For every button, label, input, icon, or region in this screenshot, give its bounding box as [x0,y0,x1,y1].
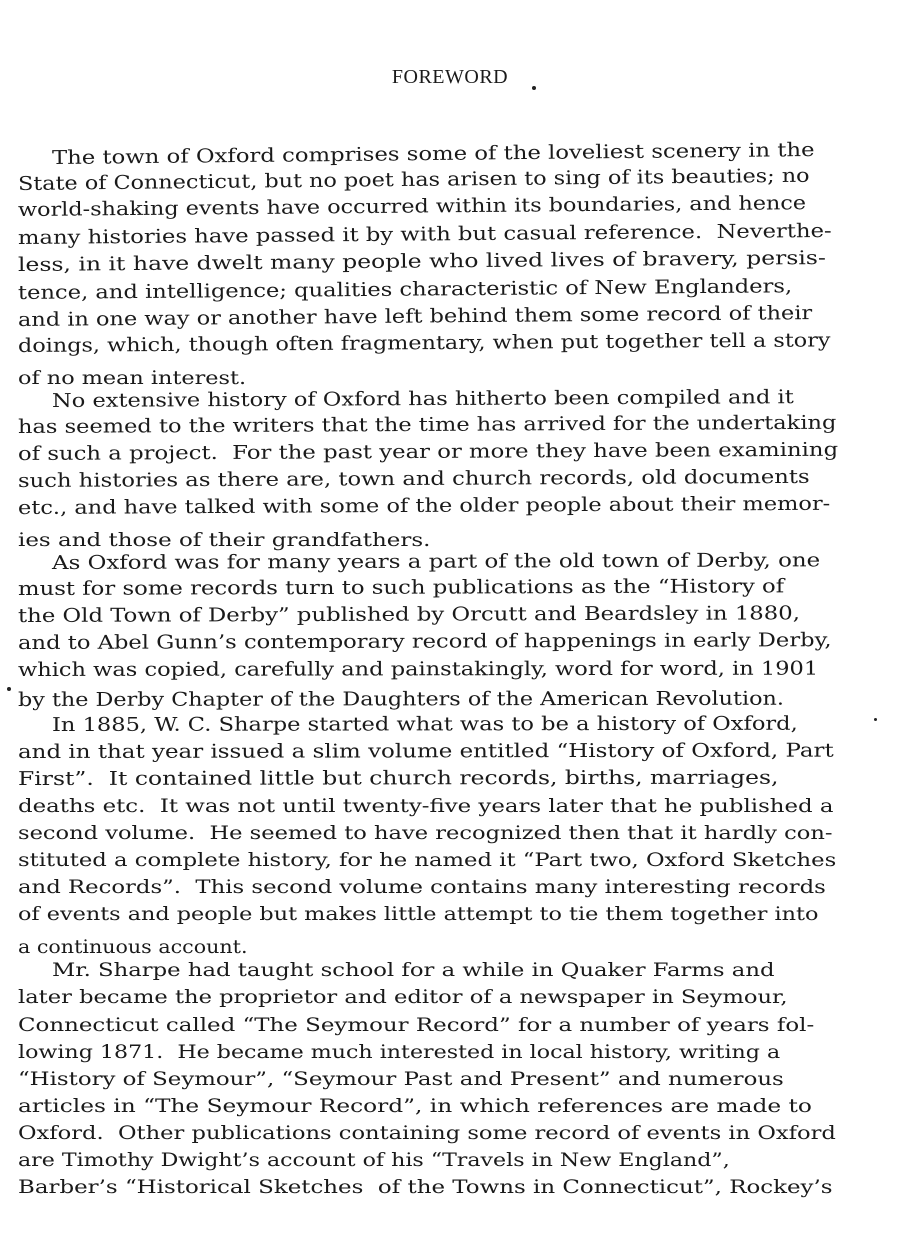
text-line: and in one way or another have left behind them some record of their [17,302,813,331]
text-line: by the Derby Chapter of the Daughters of the American Revolution. [17,687,784,711]
text-line: second volume. He seemed to have recognized then that it hardly con- [18,822,833,844]
text-line: later became the proprietor and editor of a newspaper in Seymour, [18,986,788,1008]
text-line: and in that year issued a slim volume entitled “History of Oxford, Part [17,739,834,763]
text-line: The town of Oxford comprises some of the loveliest scenery in the [51,139,815,169]
text-line: In 1885, W. C. Sharpe started what was to be a history of Oxford, [51,712,798,736]
text-line: State of Connecticut, but no poet has arisen to sing of its beauties; no [17,164,810,195]
text-line: Mr. Sharpe had taught school for a while in Quaker Farms and [52,959,775,981]
text-line: “History of Seymour”, “Seymour Past and Present” and numerous [18,1068,784,1090]
text-line: world-shaking events have occurred within its boundaries, and hence [17,192,807,221]
text-line: which was copied, carefully and painstakingly, word for word, in 1901 [17,657,819,681]
stray-mark [874,718,877,721]
text-line: stituted a complete history, for he named it “Part two, Oxford Sketches [18,849,837,871]
text-line: of events and people but makes little attempt to tie them together into [18,903,819,925]
text-line: As Oxford was for many years a part of the old town of Derby, one [51,549,821,574]
text-line: First”. It contained little but church records, births, marriages, [17,766,779,790]
text-line: such histories as there are, town and church records, old documents [17,465,810,492]
text-line: Oxford. Other publications containing some record of events in Oxford [18,1122,836,1144]
text-line: articles in “The Seymour Record”, in which references are made to [18,1095,812,1117]
text-line: has seemed to the writers that the time has arrived for the undertaking [17,411,837,438]
text-line: the Old Town of Derby” published by Orcutt and Beardsley in 1880, [17,602,800,627]
page-title: FOREWORD [391,66,509,88]
text-line: must for some records turn to such publications as the “History of [17,575,785,600]
text-line: and Records”. This second volume contains many interesting records [18,876,826,898]
text-line: ies and those of their grandfathers. [18,529,431,551]
text-line: lowing 1871. He became much interested in local history, writing a [18,1041,781,1063]
text-line: No extensive history of Oxford has hitherto been compiled and it [51,386,794,412]
text-line: many histories have passed it by with but casual reference. Neverthe- [17,219,832,249]
text-line: tence, and intelligence; qualities characteristic of New Englanders, [17,275,793,304]
stray-mark [7,687,11,691]
text-line: less, in it have dwelt many people who lived lives of bravery, persis- [17,246,826,276]
text-line: of no mean interest. [18,367,247,389]
text-line: of such a project. For the past year or more they have been examining [17,438,839,465]
text-line: and to Abel Gunn’s contemporary record of happenings in early Derby, [17,629,832,654]
text-line: Barber’s “Historical Sketches of the Towns in Connecticut”, Rockey’s [18,1176,833,1198]
text-line: doings, which, though often fragmentary, when put together tell a story [17,329,831,357]
text-line: Connecticut called “The Seymour Record” for a number of years fol- [18,1014,815,1036]
text-line: are Timothy Dwight’s account of his “Travels in New England”, [18,1149,730,1171]
text-line: deaths etc. It was not until twenty-five years later that he published a [18,795,834,817]
stray-mark [532,86,536,90]
text-line: a continuous account. [18,936,248,958]
text-line: etc., and have talked with some of the older people about their memor- [17,492,831,519]
